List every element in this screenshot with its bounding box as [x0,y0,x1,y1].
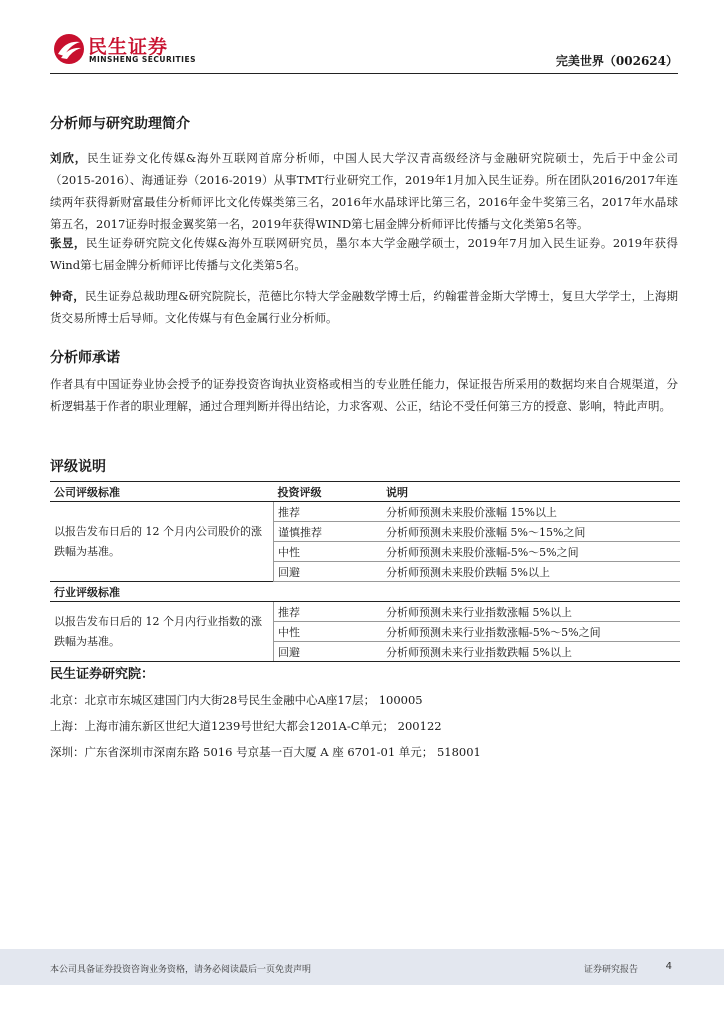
address-shanghai: 上海：上海市浦东新区世纪大道1239号世纪大都会1201A-C单元； 200122 [50,719,442,733]
rating-label: 中性 [274,622,383,642]
institute-heading: 民生证券研究院： [50,667,155,682]
commitment-text: 作者具有中国证券业协会授予的证券投资咨询执业资格或相当的专业胜任能力，保证报告所采用的数据均来自合规渠道，分析逻辑基于作者的职业理解，通过合理判断并得出结论，力求客观、公正，结论不受任何第三方的授意、影响，特此声明。 [50,377,678,413]
company-standard-header: 公司评级标准 [50,482,274,502]
rating-table [50,481,680,662]
logo-text-cn: 民生证券 [88,36,169,58]
table-row [50,502,680,522]
rating-desc: 分析师预测未来行业指数涨幅-5%～5%之间 [382,622,680,642]
rating-label: 推荐 [274,502,383,522]
industry-standard-header-row [50,582,680,602]
rating-desc: 分析师预测未来行业指数跌幅 5%以上 [382,642,680,662]
page-footer [0,949,724,985]
page-number: 4 [665,961,672,972]
rating-label: 谨慎推荐 [274,522,383,542]
address-shenzhen: 深圳：广东省深圳市深南东路 5016 号京基一百大厦 A 座 6701-01 单元； 518001 [50,745,481,759]
commitment-heading: 分析师承诺 [50,350,120,366]
logo-mark-icon [52,32,86,66]
rating-label: 回避 [274,562,383,582]
rating-label: 中性 [274,542,383,562]
analyst-section-heading: 分析师与研究助理简介 [50,116,190,132]
analyst-bio-3 [50,285,678,329]
rating-col-header: 投资评级 [274,482,383,502]
rating-desc: 分析师预测未来股价跌幅 5%以上 [382,562,680,582]
desc-col-header: 说明 [382,482,680,502]
industry-basis: 以报告发布日后的 12 个月内行业指数的涨跌幅为基准。 [50,602,274,662]
company-logo [52,30,222,70]
rating-table-header [50,482,680,502]
rating-label: 推荐 [274,602,383,622]
rating-desc: 分析师预测未来股价涨幅 15%以上 [382,502,680,522]
table-row [50,602,680,622]
header-divider [50,73,678,74]
page-header [0,0,724,82]
analyst-bio-text-1: 民生证券文化传媒&海外互联网首席分析师，中国人民大学汉青高级经济与金融研究院硕士，先后于中金公司（2015-2016）、海通证券（2016-2019）从事TMT行业研究工作，2019年1月加入民生证券。所在团队2016/2017年连续两年获得新财富最佳分析师评比文化传媒类第三名，2016年水晶球评比第三名，2016年金牛奖第三名，2017年水晶球第五名，2017证券时报金翼奖第一名，2019年获得WIND第七届金牌分析师评比传播与文化类第5名等。 [50,151,679,231]
analyst-bio-text-3: 民生证券总裁助理&研究院院长，范德比尔特大学金融数学博士后，约翰霍普金斯大学博士，复旦大学学士，上海期货交易所博士后导师。文化传媒与有色金属行业分析师。 [50,289,678,325]
address-beijing: 北京：北京市东城区建国门内大街28号民生金融中心A座17层； 100005 [50,693,423,707]
analyst-bio-2 [50,232,678,276]
rating-label: 回避 [274,642,383,662]
analyst-name-2: 张昱， [50,236,86,250]
analyst-bio-text-2: 民生证券研究院文化传媒&海外互联网研究员，墨尔本大学金融学硕士，2019年7月加入民生证券。2019年获得Wind第七届金牌分析师评比传播与文化类第5名。 [50,236,678,272]
rating-desc: 分析师预测未来股价涨幅-5%～5%之间 [382,542,680,562]
report-stock-title: 完美世界（002624） [555,54,678,68]
rating-heading: 评级说明 [50,459,106,475]
analyst-name-1: 刘欣， [50,151,88,165]
footer-disclaimer: 本公司具备证券投资咨询业务资格，请务必阅读最后一页免责声明 [50,965,312,975]
analyst-bio-1 [50,147,678,235]
rating-desc: 分析师预测未来行业指数涨幅 5%以上 [382,602,680,622]
industry-standard-header: 行业评级标准 [50,582,274,602]
footer-report-type: 证券研究报告 [583,965,638,975]
analyst-name-3: 钟奇， [50,289,85,303]
company-basis: 以报告发布日后的 12 个月内公司股价的涨跌幅为基准。 [54,524,262,558]
logo-text-en: MINSHENG SECURITIES [89,55,196,64]
rating-desc: 分析师预测未来股价涨幅 5%～15%之间 [382,522,680,542]
